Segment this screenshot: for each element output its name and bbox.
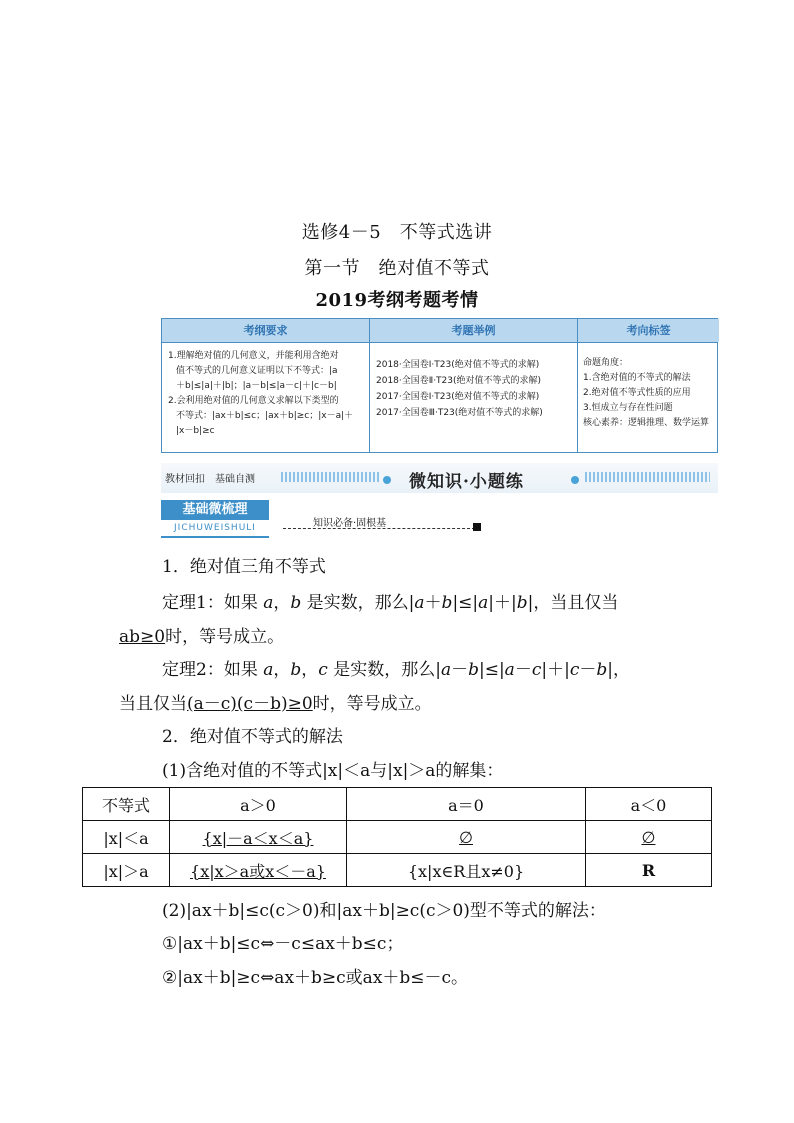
decor-dots-left [281,472,381,482]
table-row: |x|＞a {x|x＞a或x＜－a} {x|x∈R且x≠0} R [83,854,712,887]
theorem1-answer: ab≥0 [119,627,166,647]
table-row: |x|＜a {x|－a＜x＜a} ∅ ∅ [83,821,712,854]
decor-dots-right [585,472,710,482]
paragraph-type-inequality: (2)|ax＋b|≤c(c＞0)和|ax＋b|≥c(c＞0)型不等式的解法： [162,901,606,921]
decor-circle-left [383,476,391,484]
theorem1-line2: ab≥0时，等号成立。 [119,627,285,647]
theorem2-line1: 定理2：如果 a，b，c 是实数，那么|a－b|≤|a－c|＋|c－b|， [162,660,630,680]
exam-outline-title: 2019考纲考题考情 [315,290,479,311]
heading-solution-method: 2．绝对值不等式的解法 [162,727,343,747]
header-tags: 考向标签 [578,319,719,342]
banner-title: 微知识·小题练 [409,472,524,492]
solution-set-table [82,787,712,887]
banner-left-text: 教材回扣 基础自测 [165,474,255,485]
section-tab: 基础微梳理 [161,500,269,520]
rule-2: ②|ax＋b|≥c⇔ax＋b≥c或ax＋b≤－c。 [162,968,469,988]
section-banner [161,463,718,493]
chapter-title: 选修4－5 不等式选讲 [301,222,493,243]
heading-triangle-inequality: 1．绝对值三角不等式 [162,557,326,577]
tags-cell: 命题角度： 1.含绝对值的不等式的解法 2.绝对值不等式性质的应用 3.恒成立与存在性问题 核心素养：逻辑推理、数学运算 [583,358,710,428]
theorem1-line1: 定理1：如果 a，b 是实数，那么|a＋b|≤|a|＋|b|，当且仅当 [162,593,619,613]
section-end-marker [473,523,481,531]
paragraph-solution-sets: (1)含绝对值的不等式|x|＜a与|x|＞a的解集： [162,761,504,781]
decor-circle-right [571,476,579,484]
section-divider [283,528,475,529]
theorem2-answer: (a－c)(c－b)≥0 [187,694,313,714]
section-pinyin: JICHUWEISHULI [161,520,269,538]
section-title: 第一节 绝对值不等式 [304,258,490,279]
requirements-cell: 1.理解绝对值的几何意义，并能利用含绝对 值不等式的几何意义证明以下不等式：|a ＋b|≤|a|＋|b|；|a－b|≤|a－c|＋|c－b| 2.会利用绝对值的几何意义求解以下类型的 不等式：|ax＋b|≤c；|ax＋b|≥c；|x－a|＋ |x－b|≥c [168,351,354,436]
exam-outline-table [161,318,718,453]
rule-1: ①|ax＋b|≤c⇔－c≤ax＋b≤c； [162,934,404,954]
theorem2-line2: 当且仅当(a－c)(c－b)≥0时，等号成立。 [119,694,432,714]
section-subtitle: 知识必备·固根基 [313,518,387,529]
header-requirements: 考纲要求 [162,319,369,342]
table-row: 不等式 a＞0 a＝0 a＜0 [83,788,712,821]
section-header [161,500,281,538]
examples-cell: 2018·全国卷Ⅰ·T23(绝对值不等式的求解) 2018·全国卷Ⅱ·T23(绝对值不等式的求解) 2017·全国卷Ⅰ·T23(绝对值不等式的求解) 2017·全国卷Ⅲ·T23(绝对值不等式的求解) [376,360,543,418]
header-examples: 考题举例 [370,319,577,342]
